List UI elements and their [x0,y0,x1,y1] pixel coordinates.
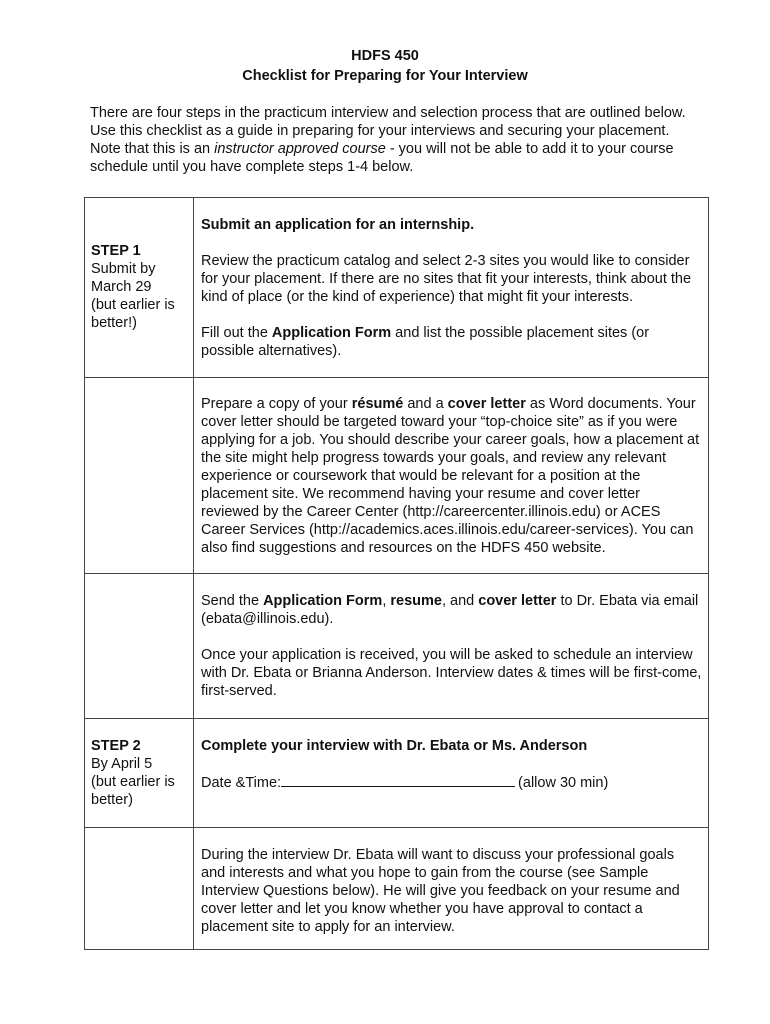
content-cell [194,378,709,574]
text-run: to Dr. Ebata via email (ebata@illinois.edu). [201,593,699,627]
step-2-deadline-line: By April 5 [91,756,153,772]
step-1-deadline-line: Submit by [91,261,156,277]
text-run: , and [441,593,479,609]
interview-discussion-paragraph: During the interview Dr. Ebata will want to discuss your professional goals and interests and what you hope to gain from the course (see Sample Interview Questions below). He will give you feedback on your resume and cover letter and let you know whether you have approval to contact a placement site to apply for an interview. [201,847,680,935]
step-1-deadline-line: (but earlier is [91,297,175,313]
table-row [85,574,709,719]
interview-date-line [201,773,702,792]
checklist-table [84,197,709,950]
step-cell [85,378,194,574]
table-row [85,828,709,950]
text-run-bold: cover letter [447,396,526,412]
text-run: Send the [201,593,264,609]
text-run-bold: cover letter [478,593,557,609]
content-cell [194,574,709,719]
step-2-heading: Complete your interview with Dr. Ebata or Ms. Anderson [201,738,588,754]
intro-emphasis: instructor approved course [214,141,386,157]
intro-paragraph [90,104,690,176]
text-run-bold: Application Form [271,325,392,341]
text-run: as Word documents. Your cover letter should be targeted toward your “top-choice site” as if you were applying for a job. You should describe your career goals, how a placement at the site might help progress towards your goals, and review any relevant experience or coursework that would be relevant for a position at the placement site. We recommend having your resume and cover letter reviewed by the Career Center (http://careercenter.illinois.edu) or ACES Career Services (http://academics.aces.illinois.edu/career-services). You can also find suggestions and resources on the HDFS 450 website. [201,396,700,556]
content-cell [194,828,709,950]
resume-cover-letter-paragraph [201,395,702,557]
step-1-paragraph-2 [201,324,702,360]
text-run: and a [403,396,448,412]
intro-text-2: - you will not be able to add it to your course schedule until you have complete steps 1-4 below. [90,141,674,175]
content-cell [194,719,709,828]
course-title: HDFS 450 [351,48,419,64]
date-label: Date &Time: [201,775,282,791]
step-2-deadline-line: (but earlier is [91,774,175,790]
text-run-bold: résumé [351,396,404,412]
page-title: Checklist for Preparing for Your Interview [242,68,528,84]
date-note: (allow 30 min) [518,775,609,791]
table-row [85,378,709,574]
text-run-bold: Application Form [263,593,383,609]
step-cell [85,198,194,378]
schedule-interview-paragraph: Once your application is received, you will be asked to schedule an interview with Dr. Ebata or Brianna Anderson. Interview dates & times will be first-come, first-served. [201,647,702,699]
intro-text-1: There are four steps in the practicum interview and selection process that are outlined below. Use this checklist as a guide in preparing for your interviews and securing your placement. Note that this is an [90,105,686,157]
table-row [85,719,709,828]
send-application-paragraph [201,592,702,628]
text-run: and list the possible placement sites (or possible alternatives). [201,325,650,359]
text-run: , [382,593,391,609]
step-1-label: STEP 1 [91,243,141,259]
table-row [85,198,709,378]
step-2-label: STEP 2 [91,738,141,754]
step-1-heading: Submit an application for an internship. [201,217,475,233]
step-1-deadline-line: better!) [91,315,137,331]
step-cell [85,574,194,719]
step-1-deadline-line: March 29 [91,279,152,295]
date-time-blank[interactable] [281,773,515,787]
step-2-deadline-line: better) [91,792,133,808]
content-cell [194,198,709,378]
document-header [0,46,770,86]
text-run: Prepare a copy of your [201,396,352,412]
text-run-bold: resume [390,593,442,609]
text-run: Fill out the [201,325,272,341]
step-cell [85,719,194,828]
step-cell [85,828,194,950]
step-1-paragraph: Review the practicum catalog and select 2-3 sites you would like to consider for your placement. If there are no sites that fit your interests, think about the kind of place (or the kind of experience) that might fit your interests. [201,253,692,305]
